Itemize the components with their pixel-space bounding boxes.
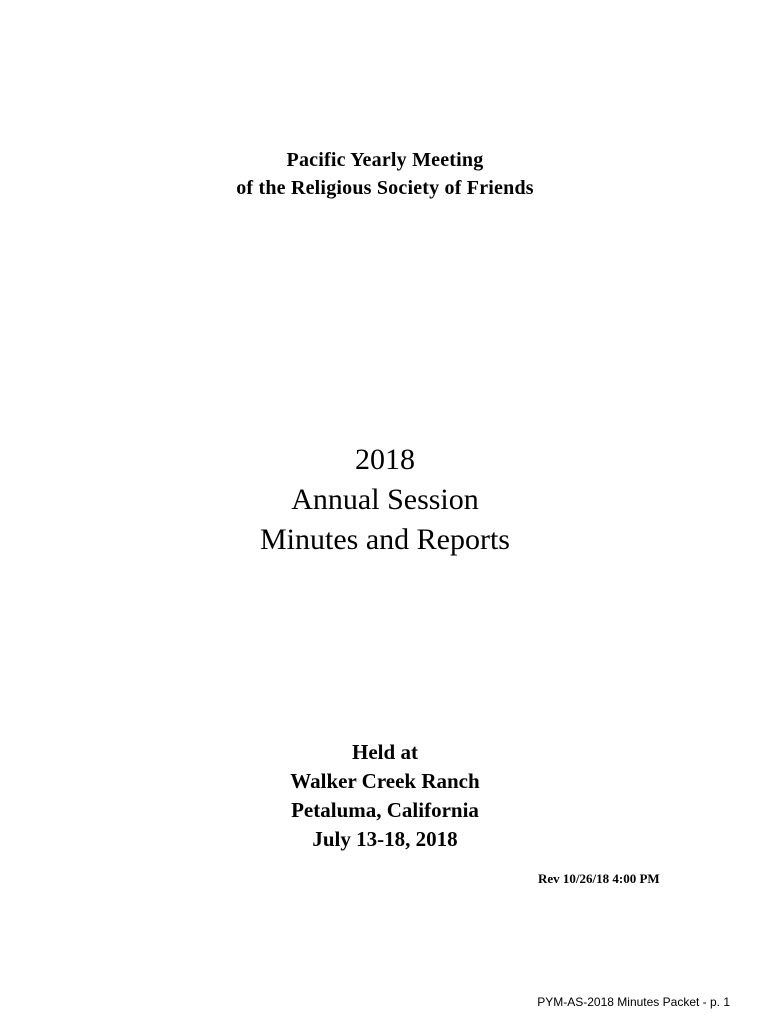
organization-subtitle: of the Religious Society of Friends (236, 177, 534, 199)
held-at-label: Held at (352, 740, 418, 764)
page-footer: PYM-AS-2018 Minutes Packet - p. 1 (537, 995, 730, 1009)
title-line-2: Minutes and Reports (260, 523, 510, 556)
venue-info (0, 738, 770, 854)
organization-name: Pacific Yearly Meeting (286, 149, 484, 171)
title-year: 2018 (355, 443, 415, 476)
document-title (0, 440, 770, 560)
venue-city: Petaluma, California (291, 798, 479, 822)
venue-name: Walker Creek Ranch (290, 769, 480, 793)
organization-heading (0, 146, 770, 202)
revision-note: Rev 10/26/18 4:00 PM (538, 871, 660, 886)
event-dates: July 13-18, 2018 (312, 827, 458, 851)
title-line-1: Annual Session (291, 483, 479, 516)
